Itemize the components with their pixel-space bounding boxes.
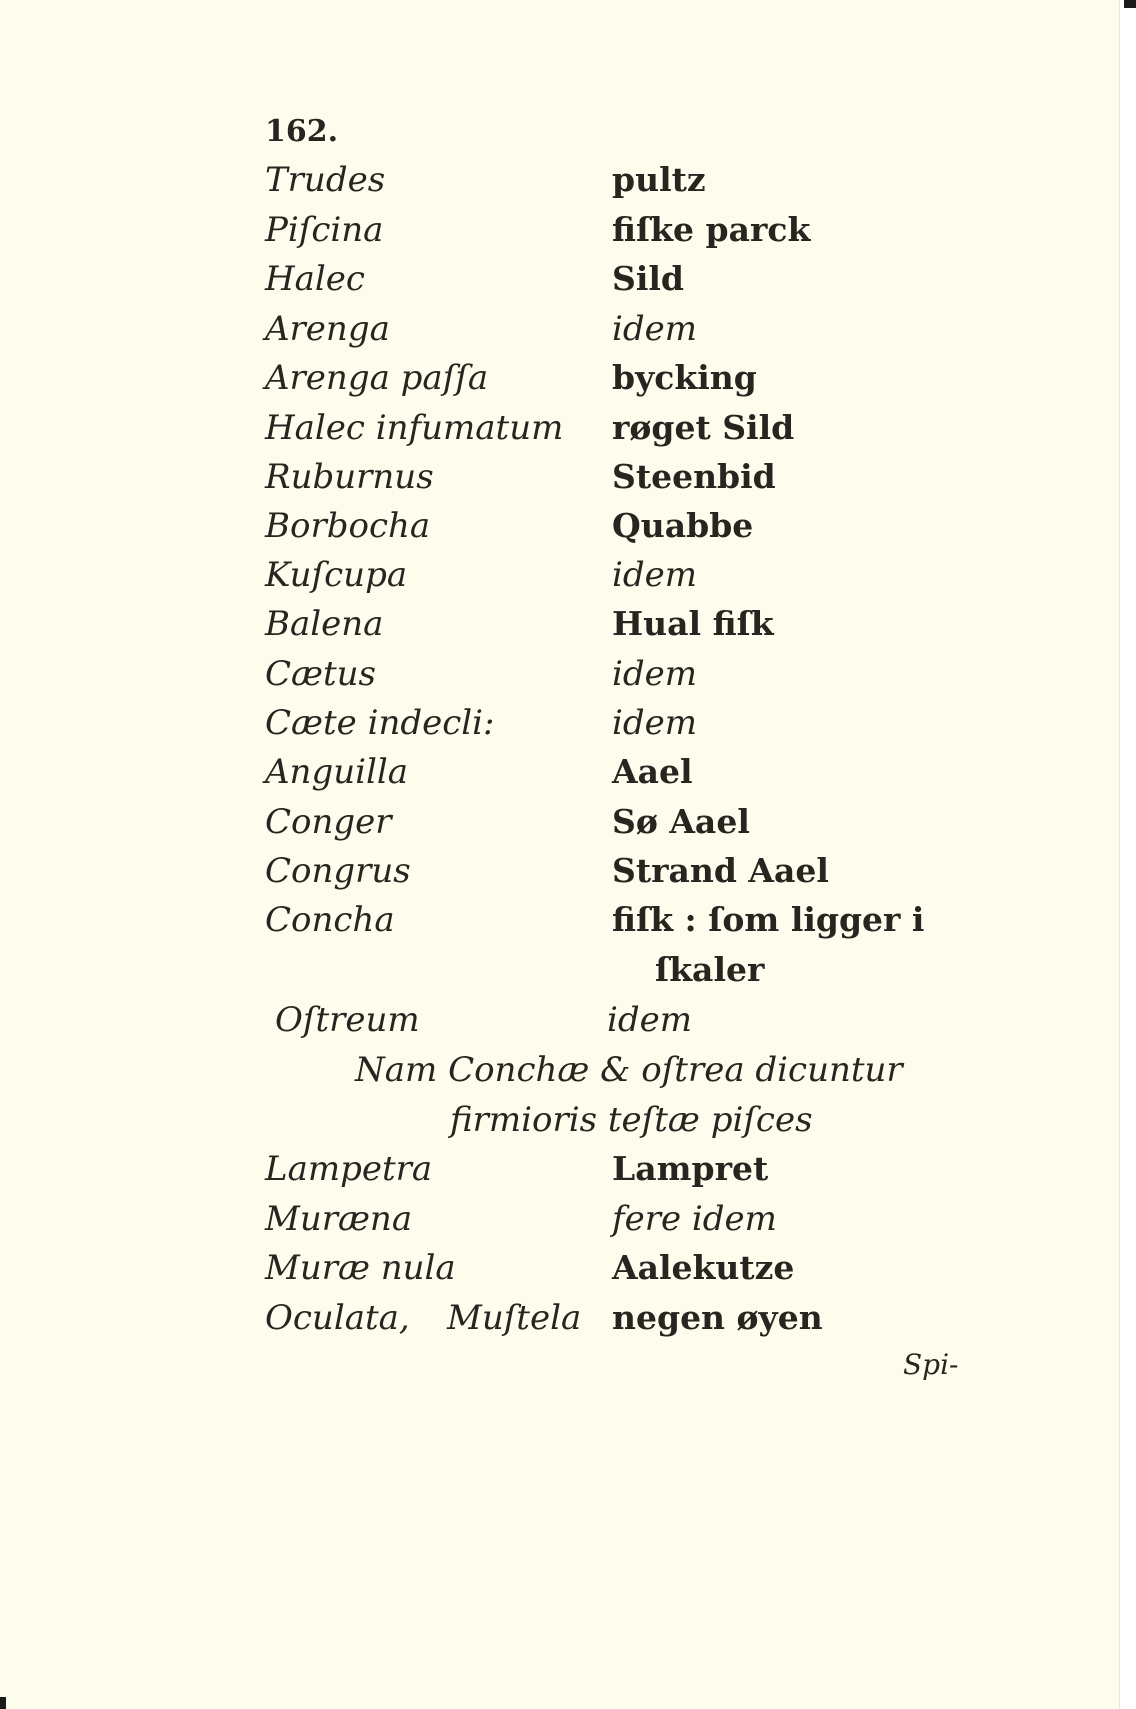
danish-term: Sø Aael [612,802,750,841]
danish-term: idem [607,1000,692,1040]
latin-term: Muſtela [447,1298,582,1338]
latin-term: Balena [265,604,384,644]
latin-term: Muræna [265,1199,413,1239]
latin-term: Kuſcupa [265,555,408,595]
latin-term: Borbocha [265,506,431,546]
danish-term: pultz [612,160,706,199]
latin-note-line: firmioris teſtæ piſces [450,1100,813,1140]
danish-term: idem [612,309,697,349]
danish-term: idem [612,654,697,694]
latin-term: Ruburnus [265,457,434,497]
latin-term: Anguilla [265,752,409,792]
scan-corner-mark [1124,0,1136,8]
danish-term-continuation: ſkaler [655,950,765,989]
danish-term: Strand Aael [612,851,829,890]
latin-term: Oſtreum [275,1000,420,1040]
danish-term: idem [612,555,697,595]
danish-term: negen øyen [612,1298,823,1337]
latin-term: Arenga [265,309,390,349]
page-number: 162. [265,114,339,149]
danish-term: fere idem [612,1199,777,1239]
danish-term: idem [612,703,697,743]
latin-term: Piſcina [265,210,384,250]
danish-term: Quabbe [612,506,754,545]
danish-term: Aalekutze [612,1248,795,1287]
danish-term: fiſke parck [612,210,811,249]
latin-term: Concha [265,900,395,940]
danish-term: Aael [612,752,693,791]
catchword: Spi- [903,1348,959,1381]
latin-term: Halec [265,259,365,299]
danish-term: Hual fiſk [612,604,774,643]
danish-term: røget Sild [612,408,795,447]
latin-term: Muræ nula [265,1248,456,1288]
latin-term: Cætus [265,654,376,694]
latin-note-line: Nam Conchæ & oſtrea dicuntur [355,1050,903,1090]
danish-term: Steenbid [612,457,776,496]
latin-term: Conger [265,802,392,842]
latin-term: Cæte indecli: [265,703,495,743]
latin-term: Trudes [265,160,386,200]
latin-term: Arenga paſſa [265,358,489,398]
latin-term: Congrus [265,851,411,891]
latin-term: Oculata, [265,1298,410,1338]
danish-term: fiſk : ſom ligger i [612,900,925,939]
danish-term: bycking [612,358,757,397]
danish-term: Lampret [612,1149,769,1188]
latin-term: Halec infumatum [265,408,564,448]
page-edge [1119,0,1136,1709]
scan-bottom-mark [0,1697,6,1709]
latin-term: Lampetra [265,1149,433,1189]
danish-term: Sild [612,259,684,298]
